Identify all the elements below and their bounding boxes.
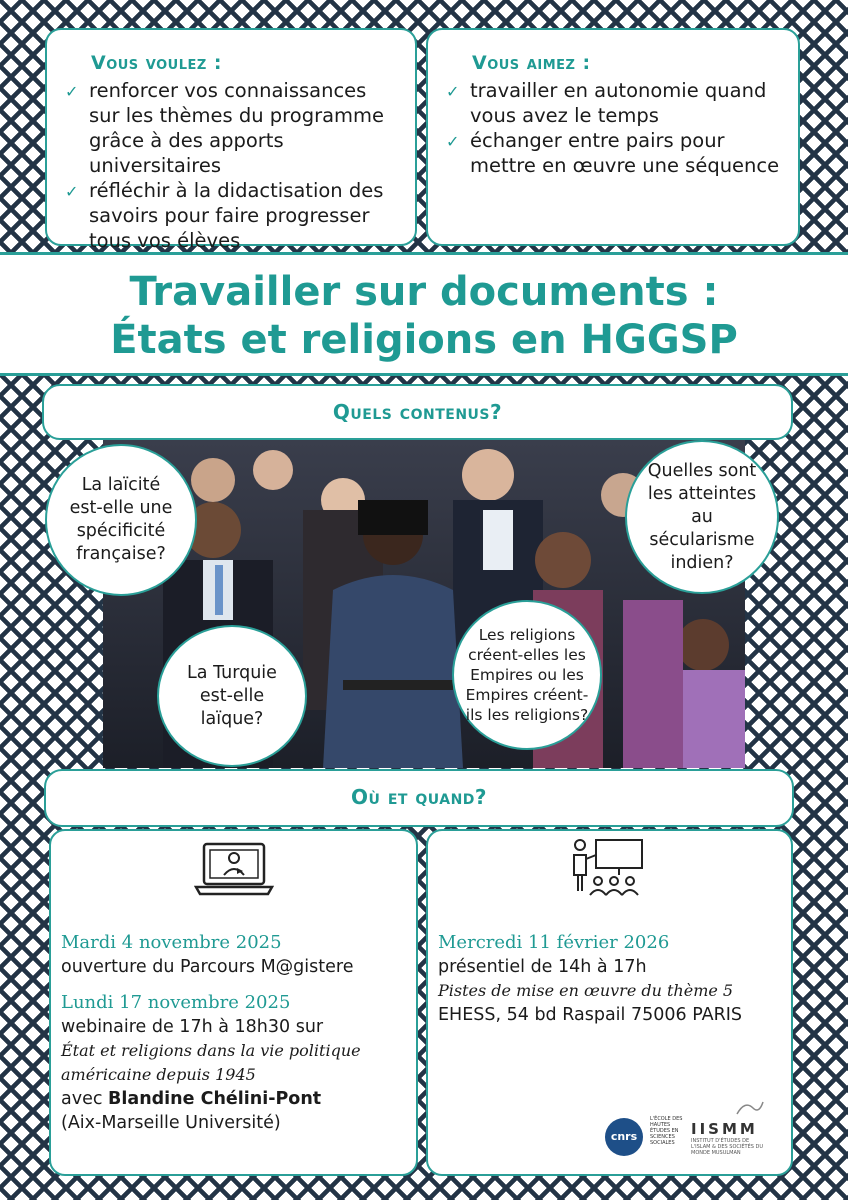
question-bubble-turquie: La Turquie est-elle laïque? <box>157 625 307 767</box>
speaker-name: Blandine Chélini-Pont <box>108 1089 322 1109</box>
webinar-laptop-icon <box>194 841 274 903</box>
onsite-topic: Pistes de mise en œuvre du thème 5 <box>438 981 734 1000</box>
cnrs-logo: cnrs <box>605 1118 643 1156</box>
title-line-1: Travailler sur documents : <box>129 269 719 315</box>
calligraphy-emblem-icon <box>735 1098 765 1118</box>
check-icon: ✓ <box>65 182 79 201</box>
want-box <box>45 28 417 252</box>
want-list <box>61 78 401 253</box>
iismm-logo: IISMM INSTITUT D'ÉTUDES DE L'ISLAM & DES SOCIÉTÉS DU MONDE MUSULMAN <box>691 1120 764 1156</box>
check-icon: ✓ <box>446 82 460 101</box>
desc-parcours-opening: ouverture du Parcours M@gistere <box>61 957 354 977</box>
want-item: ✓ réfléchir à la didactisation des savoirs pour faire progresser tous vos élèves <box>65 179 384 252</box>
date-parcours-opening: Mardi 4 novembre 2025 <box>61 932 282 953</box>
page-title <box>0 268 848 364</box>
partner-logos <box>605 1098 790 1162</box>
like-list <box>442 78 784 178</box>
like-title: Vous aimez : <box>472 52 591 74</box>
like-item: ✓ échanger entre pairs pour mettre en œuvre une séquence <box>446 129 780 177</box>
classroom-presentation-icon <box>568 837 652 903</box>
date-webinar: Lundi 17 novembre 2025 <box>61 992 291 1013</box>
title-line-2: États et religions en HGGSP <box>110 317 738 363</box>
contents-heading: Quels contenus? <box>42 384 793 440</box>
where-when-heading: Où et quand? <box>44 769 794 827</box>
webinar-topic: État et religions dans la vie politique américaine depuis 1945 <box>61 1041 361 1084</box>
online-sessions-box <box>49 829 418 1176</box>
onsite-place: EHESS, 54 bd Raspail 75006 PARIS <box>438 1005 743 1025</box>
like-item: ✓ travailler en autonomie quand vous avez le temps <box>446 79 767 127</box>
desc-onsite: présentiel de 14h à 17h <box>438 957 647 977</box>
speaker-affiliation: (Aix-Marseille Université) <box>61 1113 281 1133</box>
want-item: ✓ renforcer vos connaissances sur les thèmes du programme grâce à des apports universitaires <box>65 79 385 177</box>
date-onsite: Mercredi 11 février 2026 <box>438 932 670 953</box>
ehess-logo: L'ÉCOLE DES HAUTES ÉTUDES EN SCIENCES SOCIALES <box>650 1116 683 1146</box>
like-box <box>426 28 800 246</box>
question-bubble-empires: Les religions créent-elles les Empires ou les Empires créent-ils les religions? <box>452 600 602 750</box>
want-title: Vous voulez : <box>91 52 223 74</box>
check-icon: ✓ <box>446 132 460 151</box>
desc-webinar: webinaire de 17h à 18h30 sur <box>61 1017 324 1037</box>
title-band <box>0 252 848 376</box>
speaker-line: avec Blandine Chélini-Pont <box>61 1089 322 1109</box>
question-bubble-laicite: La laïcité est-elle une spécificité française? <box>45 444 197 596</box>
question-bubble-secularisme: Quelles sont les atteintes au sécularisme indien? <box>625 440 779 594</box>
check-icon: ✓ <box>65 82 79 101</box>
